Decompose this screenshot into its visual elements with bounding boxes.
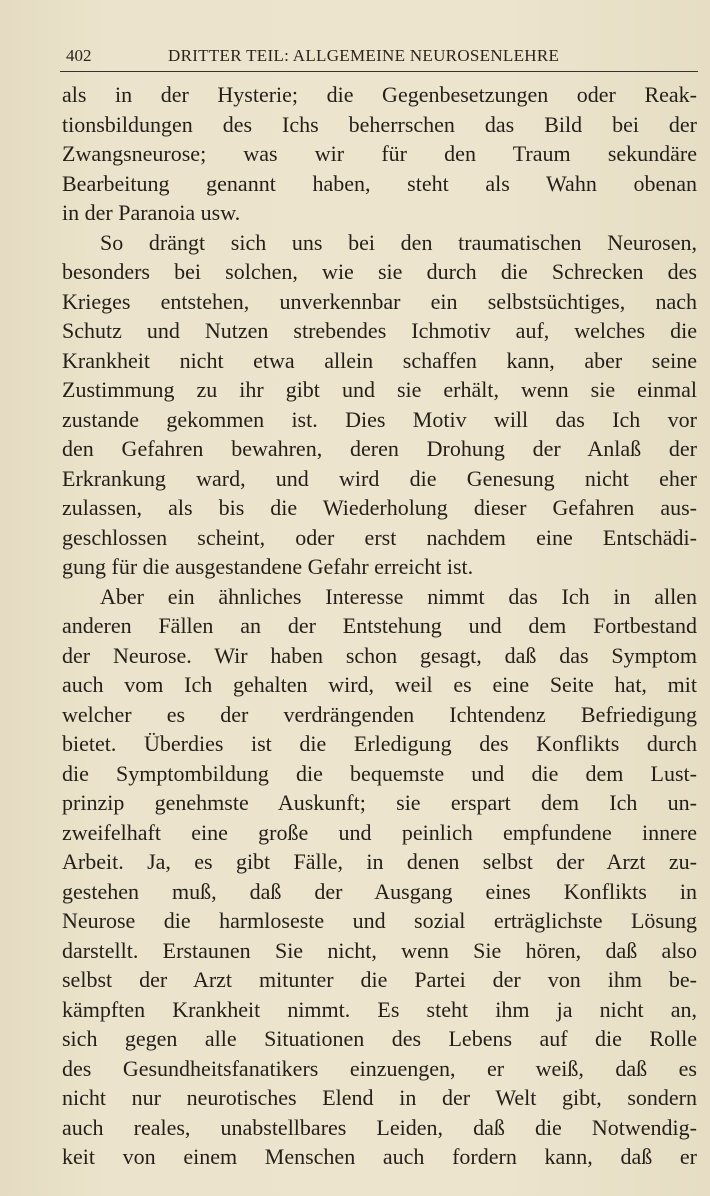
- text-line: keit von einem Menschen auch fordern kann, daß er: [62, 1144, 697, 1169]
- text-line: Erkrankung ward, und wird die Genesung nicht eher: [62, 465, 697, 491]
- text-line: welcher es der verdrängenden Ichtendenz Befriedigung: [62, 701, 697, 727]
- text-line: der Neurose. Wir haben schon gesagt, daß das Symptom: [62, 642, 697, 668]
- text-line: Zustimmung zu ihr gibt und sie erhält, wenn sie einmal: [62, 377, 697, 402]
- text-line: Krankheit nicht etwa allein schaffen kann, aber seine: [62, 347, 697, 373]
- page-header: [62, 46, 698, 70]
- text-line: zustande gekommen ist. Dies Motiv will das Ich vor: [62, 406, 697, 432]
- text-line: selbst der Arzt mitunter die Partei der von ihm be-: [62, 967, 697, 992]
- text-line: nicht nur neurotisches Elend in der Welt gibt, sondern: [62, 1085, 697, 1110]
- text-line: bietet. Überdies ist die Erledigung des Konflikts durch: [62, 731, 697, 756]
- text-line: Bearbeitung genannt haben, steht als Wahn obenan: [62, 170, 697, 196]
- text-line: Zwangsneurose; was wir für den Traum sekundäre: [62, 141, 697, 166]
- text-line: Schutz und Nutzen strebendes Ichmotiv auf, welches die: [62, 318, 697, 343]
- text-line: So drängt sich uns bei den traumatischen Neurosen,: [100, 229, 697, 255]
- text-line: Arbeit. Ja, es gibt Fälle, in denen selbst der Arzt zu-: [62, 849, 697, 874]
- body-text: [62, 80, 697, 1172]
- text-line: zweifelhaft eine große und peinlich empfundene innere: [62, 819, 697, 845]
- text-line: die Symptombildung die bequemste und die dem Lust-: [62, 760, 697, 786]
- text-line: tionsbildungen des Ichs beherrschen das Bild bei der: [62, 111, 697, 137]
- text-line: Neurose die harmloseste und sozial erträglichste Lösung: [62, 908, 697, 933]
- text-line: Aber ein ähnliches Interesse nimmt das Ich in allen: [100, 583, 697, 609]
- text-line: sich gegen alle Situationen des Lebens auf die Rolle: [62, 1026, 697, 1051]
- text-line: kämpften Krankheit nimmt. Es steht ihm ja nicht an,: [62, 996, 697, 1022]
- text-line: des Gesundheitsfanatikers einzuengen, er weiß, daß es: [62, 1055, 697, 1081]
- running-head: DRITTER TEIL: ALLGEMEINE NEUROSENLEHRE: [168, 46, 560, 65]
- page-number: 402: [66, 46, 92, 65]
- text-line: prinzip genehmste Auskunft; sie erspart dem Ich un-: [62, 790, 697, 815]
- header-rule: [60, 71, 698, 72]
- text-line: gestehen muß, daß der Ausgang eines Konflikts in: [62, 878, 697, 904]
- text-line: gung für die ausgestandene Gefahr erreicht ist.: [62, 554, 474, 579]
- text-line: den Gefahren bewahren, deren Drohung der Anlaß der: [62, 436, 697, 461]
- text-line: auch reales, unabstellbares Leiden, daß die Notwendig-: [62, 1114, 697, 1140]
- text-line: zulassen, als bis die Wiederholung dieser Gefahren aus-: [62, 495, 697, 520]
- text-line: besonders bei solchen, wie sie durch die Schrecken des: [62, 259, 697, 284]
- text-line: darstellt. Erstaunen Sie nicht, wenn Sie hören, daß also: [62, 937, 697, 963]
- text-line: auch vom Ich gehalten wird, weil es eine Seite hat, mit: [62, 672, 697, 697]
- text-line: geschlossen scheint, oder erst nachdem eine Entschädi-: [62, 524, 697, 550]
- text-line: Krieges entstehen, unverkennbar ein selbstsüchtiges, nach: [62, 288, 697, 314]
- text-line: als in der Hysterie; die Gegenbesetzungen oder Reak-: [62, 82, 697, 107]
- text-line: anderen Fällen an der Entstehung und dem Fortbestand: [62, 613, 697, 638]
- text-line: in der Paranoia usw.: [62, 200, 241, 225]
